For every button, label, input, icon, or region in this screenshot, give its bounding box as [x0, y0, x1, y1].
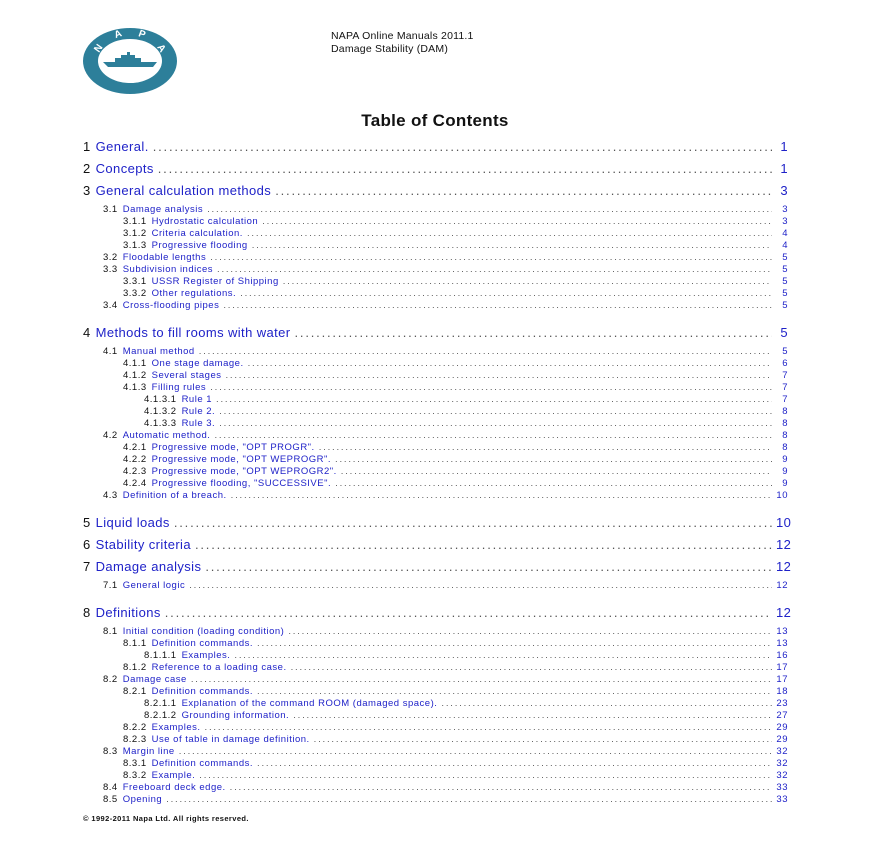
toc-entry-number: 4: [83, 325, 91, 340]
toc-entry[interactable]: [83, 276, 788, 287]
toc-entry-link[interactable]: General logic: [122, 580, 186, 591]
toc-dot-leader: [283, 276, 772, 287]
toc-entry[interactable]: [83, 382, 788, 393]
header-line-section: Damage Stability (DAM): [331, 43, 449, 55]
toc-page-number[interactable]: 8: [782, 430, 788, 441]
toc-dot-leader: [335, 454, 772, 465]
toc-entry-link[interactable]: General calculation methods: [95, 183, 272, 198]
toc-dot-leader: [165, 605, 772, 620]
toc-page-number[interactable]: 5: [782, 300, 788, 311]
toc-entry-number: 4.2.2: [123, 454, 147, 465]
toc-dot-leader: [291, 662, 772, 673]
toc-entry-link[interactable]: Example.: [151, 770, 196, 781]
toc-entry-number: 8.2.2: [123, 722, 147, 733]
toc-entry-number: 4.1.3.2: [144, 406, 177, 417]
toc-entry[interactable]: [83, 418, 788, 429]
toc-dot-leader: [247, 228, 772, 239]
toc-dot-leader: [295, 325, 772, 340]
toc-entry-number: 8.1: [103, 626, 118, 637]
toc-entry[interactable]: [83, 515, 792, 530]
toc-page-number[interactable]: 5: [782, 276, 788, 287]
toc-entry-link[interactable]: Margin line: [122, 746, 175, 757]
toc-entry-link[interactable]: Progressive mode, "OPT WEPROGR2".: [151, 466, 337, 477]
toc-entry-link[interactable]: Opening: [122, 794, 163, 805]
toc-entry-link[interactable]: Explanation of the command ROOM (damaged space).: [181, 698, 438, 709]
toc-entry-number: 4.1.3.3: [144, 418, 177, 429]
toc-entry-link[interactable]: Other regulations.: [151, 288, 237, 299]
toc-entry-number: 3.3: [103, 264, 118, 275]
toc-page-number[interactable]: 23: [776, 698, 788, 709]
toc-dot-leader: [240, 288, 772, 299]
toc-entry-link[interactable]: Damage analysis: [122, 204, 204, 215]
toc-page-number[interactable]: 8: [782, 442, 788, 453]
toc-page-number[interactable]: 12: [776, 605, 792, 620]
toc-page-number[interactable]: 5: [782, 252, 788, 263]
toc-entry[interactable]: [83, 782, 788, 793]
toc-dot-leader: [214, 430, 772, 441]
toc-entry[interactable]: [83, 358, 788, 369]
toc-entry-number: 8.2.1.2: [144, 710, 177, 721]
toc-dot-leader: [216, 394, 772, 405]
toc-entry-link[interactable]: Definition of a breach.: [122, 490, 227, 501]
toc-page-number[interactable]: 5: [782, 288, 788, 299]
toc-entry-number: 8.3.2: [123, 770, 147, 781]
toc-entry[interactable]: [83, 686, 788, 697]
toc-entry[interactable]: [83, 770, 788, 781]
toc-page-number[interactable]: 5: [780, 325, 788, 340]
toc-entry-number: 8.1.1: [123, 638, 147, 649]
toc-entry[interactable]: [83, 698, 788, 709]
toc-entry[interactable]: [83, 559, 792, 574]
toc-page-number[interactable]: 7: [782, 382, 788, 393]
document-header: [331, 30, 474, 56]
toc-entry-number: 4.2.4: [123, 478, 147, 489]
toc-dot-leader: [335, 478, 772, 489]
toc-entry-number: 6: [83, 537, 91, 552]
toc-page-number[interactable]: 12: [776, 559, 792, 574]
toc-entry[interactable]: [83, 758, 788, 769]
toc-dot-leader: [441, 698, 772, 709]
toc-entry-link[interactable]: Progressive mode, "OPT PROGR".: [151, 442, 315, 453]
toc-entry-number: 3.3.1: [123, 276, 147, 287]
toc-entry-number: 3.1.3: [123, 240, 147, 251]
toc-entry[interactable]: [83, 204, 788, 215]
toc-entry[interactable]: [83, 183, 788, 198]
toc-entry[interactable]: [83, 466, 788, 477]
toc-dot-leader: [191, 674, 772, 685]
toc-dot-leader: [231, 490, 772, 501]
toc-page-number[interactable]: 33: [776, 782, 788, 793]
toc-entry[interactable]: [83, 406, 788, 417]
toc-entry-link[interactable]: Rule 1: [181, 394, 213, 405]
toc-entry-link[interactable]: Hydrostatic calculation: [151, 216, 259, 227]
toc-entry-link[interactable]: General.: [95, 139, 149, 154]
toc-entry[interactable]: [83, 300, 788, 311]
toc-entry[interactable]: [83, 442, 788, 453]
toc-entry-link[interactable]: Subdivision indices: [122, 264, 214, 275]
toc-entry-link[interactable]: Criteria calculation.: [151, 228, 243, 239]
toc-dot-leader: [262, 216, 772, 227]
toc-entry-link[interactable]: Stability criteria: [95, 537, 191, 552]
toc-entry-link[interactable]: Progressive mode, "OPT WEPROGR".: [151, 454, 332, 465]
toc-entry[interactable]: [83, 674, 788, 685]
toc-page-number[interactable]: 1: [780, 139, 788, 154]
toc-dot-leader: [153, 139, 772, 154]
toc-entry-link[interactable]: Progressive flooding: [151, 240, 248, 251]
toc-page-number[interactable]: 3: [780, 183, 788, 198]
toc-dot-leader: [288, 626, 772, 637]
toc-entry[interactable]: [83, 478, 788, 489]
toc-dot-leader: [257, 758, 772, 769]
toc-entry-number: 7: [83, 559, 91, 574]
toc-entry[interactable]: [83, 605, 792, 620]
toc-entry[interactable]: [83, 370, 788, 381]
toc-entry[interactable]: [83, 734, 788, 745]
toc-page-number[interactable]: 5: [782, 346, 788, 357]
toc-entry-link[interactable]: Damage analysis: [95, 559, 202, 574]
toc-entry-number: 8: [83, 605, 91, 620]
toc-entry[interactable]: [83, 430, 788, 441]
toc-page-number[interactable]: 17: [776, 662, 788, 673]
toc-entry-link[interactable]: Initial condition (loading condition): [122, 626, 285, 637]
toc-entry-number: 3.1.1: [123, 216, 147, 227]
toc-dot-leader: [210, 252, 772, 263]
toc-page-number[interactable]: 27: [776, 710, 788, 721]
toc-entry[interactable]: [83, 240, 788, 251]
toc-entry-number: 4.2.3: [123, 466, 147, 477]
toc-entry-number: 3.4: [103, 300, 118, 311]
toc-entry[interactable]: [83, 252, 788, 263]
toc-entry-number: 2: [83, 161, 91, 176]
toc-dot-leader: [230, 782, 772, 793]
toc-page-number[interactable]: 10: [776, 490, 788, 501]
toc-page-number[interactable]: 33: [776, 794, 788, 805]
toc-page-number[interactable]: 13: [776, 626, 788, 637]
toc-dot-leader: [207, 204, 772, 215]
toc-entry[interactable]: [83, 264, 788, 275]
toc-entry-number: 3.3.2: [123, 288, 147, 299]
toc-page-number[interactable]: 32: [776, 746, 788, 757]
toc-page-number[interactable]: 7: [782, 394, 788, 405]
toc-entry-number: 3: [83, 183, 91, 198]
toc-dot-leader: [293, 710, 772, 721]
toc-entry[interactable]: [83, 537, 792, 552]
toc-entry-number: 8.3.1: [123, 758, 147, 769]
toc-page-number[interactable]: 4: [782, 240, 788, 251]
toc-entry-link[interactable]: Filling rules: [151, 382, 207, 393]
toc-entry-link[interactable]: Manual method: [122, 346, 195, 357]
toc-dot-leader: [210, 382, 772, 393]
toc-entry-number: 5: [83, 515, 91, 530]
toc-entry[interactable]: [83, 346, 788, 357]
toc-entry-number: 8.3: [103, 746, 118, 757]
toc-page-number[interactable]: 18: [776, 686, 788, 697]
toc-entry-link[interactable]: Rule 3.: [181, 418, 216, 429]
toc-entry-number: 4.1.3.1: [144, 394, 177, 405]
toc-entry[interactable]: [83, 638, 788, 649]
toc-entry-number: 7.1: [103, 580, 118, 591]
toc-dot-leader: [219, 406, 772, 417]
toc-page-number[interactable]: 12: [776, 580, 788, 591]
toc-entry[interactable]: [83, 794, 788, 805]
toc-entry-link[interactable]: Examples.: [181, 650, 231, 661]
toc-dot-leader: [205, 722, 773, 733]
toc-dot-leader: [234, 650, 772, 661]
toc-entry-link[interactable]: Progressive flooding, "SUCCESSIVE".: [151, 478, 332, 489]
toc-entry-number: 4.2.1: [123, 442, 147, 453]
toc-dot-leader: [217, 264, 772, 275]
toc-entry[interactable]: [83, 580, 788, 591]
toc-entry-link[interactable]: Cross-flooding pipes: [122, 300, 220, 311]
toc-entry[interactable]: [83, 454, 788, 465]
toc-entry[interactable]: [83, 490, 788, 501]
toc-page-number[interactable]: 32: [776, 770, 788, 781]
toc-entry-number: 8.1.1.1: [144, 650, 177, 661]
toc-entry-number: 4.1.3: [123, 382, 147, 393]
toc-entry[interactable]: [83, 710, 788, 721]
toc-entry-number: 3.2: [103, 252, 118, 263]
toc-page-number[interactable]: 16: [776, 650, 788, 661]
toc-entry[interactable]: [83, 288, 788, 299]
toc-page-number[interactable]: 6: [782, 358, 788, 369]
toc-entry-link[interactable]: Freeboard deck edge.: [122, 782, 226, 793]
toc-entry-number: 8.2: [103, 674, 118, 685]
toc-entry-number: 4.3: [103, 490, 118, 501]
toc-page-number[interactable]: 10: [776, 515, 792, 530]
toc-entry-number: 8.2.1.1: [144, 698, 177, 709]
toc-entry-number: 4.1.1: [123, 358, 147, 369]
toc-entry[interactable]: [83, 228, 788, 239]
toc-page-number[interactable]: 32: [776, 758, 788, 769]
toc-entry-link[interactable]: Concepts: [95, 161, 154, 176]
toc-entry-link[interactable]: Damage case: [122, 674, 187, 685]
toc-page-number[interactable]: 17: [776, 674, 788, 685]
logo-letter: N: [92, 42, 106, 55]
toc-entry-link[interactable]: Definition commands.: [151, 638, 253, 649]
toc-page-number[interactable]: 9: [782, 466, 788, 477]
toc-page-number[interactable]: 8: [782, 406, 788, 417]
logo-letter: P: [136, 28, 147, 41]
toc-dot-leader: [199, 346, 772, 357]
toc-entry-number: 8.4: [103, 782, 118, 793]
toc-entry-number: 4.1: [103, 346, 118, 357]
toc-dot-leader: [199, 770, 772, 781]
toc-page-number[interactable]: 12: [776, 537, 792, 552]
toc-entry-number: 3.1.2: [123, 228, 147, 239]
header-line-manual: NAPA Online Manuals 2011.1: [331, 30, 474, 42]
toc-page-number[interactable]: 5: [782, 264, 788, 275]
toc-dot-leader: [158, 161, 772, 176]
toc-entry-number: 8.1.2: [123, 662, 147, 673]
toc-dot-leader: [195, 537, 772, 552]
toc-entry-number: 1: [83, 139, 91, 154]
toc-entry-link[interactable]: Automatic method.: [122, 430, 211, 441]
toc-entry[interactable]: [83, 161, 788, 176]
toc-dot-leader: [341, 466, 772, 477]
toc-entry-number: 4.1.2: [123, 370, 147, 381]
toc-dot-leader: [314, 734, 772, 745]
toc-page-number[interactable]: 7: [782, 370, 788, 381]
toc-dot-leader: [252, 240, 772, 251]
toc-page-number[interactable]: 13: [776, 638, 788, 649]
toc-dot-leader: [248, 358, 772, 369]
toc-entry-link[interactable]: Rule 2.: [181, 406, 216, 417]
toc-dot-leader: [257, 686, 772, 697]
toc-page-number[interactable]: 29: [776, 734, 788, 745]
toc-dot-leader: [205, 559, 772, 574]
toc-title: Table of Contents: [361, 111, 509, 130]
toc-entry-link[interactable]: Methods to fill rooms with water: [95, 325, 291, 340]
toc-dot-leader: [179, 746, 772, 757]
toc-page-number[interactable]: 9: [782, 454, 788, 465]
toc-page-number[interactable]: 3: [782, 204, 788, 215]
toc-entry-link[interactable]: Examples.: [151, 722, 201, 733]
toc-page-number[interactable]: 4: [782, 228, 788, 239]
toc-dot-leader: [275, 183, 772, 198]
toc-entry-number: 8.2.3: [123, 734, 147, 745]
toc-entry-link[interactable]: Floodable lengths: [122, 252, 207, 263]
toc-entry-link[interactable]: Several stages: [151, 370, 222, 381]
toc-page-number[interactable]: 1: [780, 161, 788, 176]
toc-dot-leader: [319, 442, 772, 453]
toc-dot-leader: [219, 418, 772, 429]
toc-entry-number: 3.1: [103, 204, 118, 215]
toc-entry[interactable]: [83, 139, 788, 154]
toc-dot-leader: [174, 515, 772, 530]
logo-letter: A: [154, 42, 168, 55]
toc-dot-leader: [166, 794, 772, 805]
toc-entry[interactable]: [83, 746, 788, 757]
toc-entry[interactable]: [83, 650, 788, 661]
toc-entry-link[interactable]: Use of table in damage definition.: [151, 734, 310, 745]
toc-entry-link[interactable]: Definitions: [95, 605, 161, 620]
toc-page-number[interactable]: 3: [782, 216, 788, 227]
toc-entry-link[interactable]: Definition commands.: [151, 758, 253, 769]
toc-entry[interactable]: [83, 722, 788, 733]
toc-page-number[interactable]: 29: [776, 722, 788, 733]
toc-entry[interactable]: [83, 394, 788, 405]
toc-entry-link[interactable]: Liquid loads: [95, 515, 170, 530]
toc-page-number[interactable]: 9: [782, 478, 788, 489]
copyright-footer: © 1992-2011 Napa Ltd. All rights reserved.: [83, 814, 249, 823]
toc-entry-number: 8.2.1: [123, 686, 147, 697]
toc-entry[interactable]: [83, 216, 788, 227]
toc-entry-link[interactable]: Grounding information.: [181, 710, 290, 721]
toc-entry-link[interactable]: Definition commands.: [151, 686, 253, 697]
logo-letter: A: [112, 28, 124, 42]
toc-entry-number: 8.5: [103, 794, 118, 805]
toc-dot-leader: [257, 638, 772, 649]
toc-page-number[interactable]: 8: [782, 418, 788, 429]
toc-dot-leader: [223, 300, 772, 311]
toc-entry[interactable]: [83, 662, 788, 673]
toc-dot-leader: [189, 580, 772, 591]
toc-entry-number: 4.2: [103, 430, 118, 441]
toc-entry[interactable]: [83, 626, 788, 637]
toc-entry-link[interactable]: USSR Register of Shipping: [151, 276, 279, 287]
toc-entry-link[interactable]: Reference to a loading case.: [151, 662, 287, 673]
toc-entry-link[interactable]: One stage damage.: [151, 358, 244, 369]
toc-dot-leader: [225, 370, 772, 381]
toc-entry[interactable]: [83, 325, 788, 340]
napa-logo: [81, 26, 179, 96]
